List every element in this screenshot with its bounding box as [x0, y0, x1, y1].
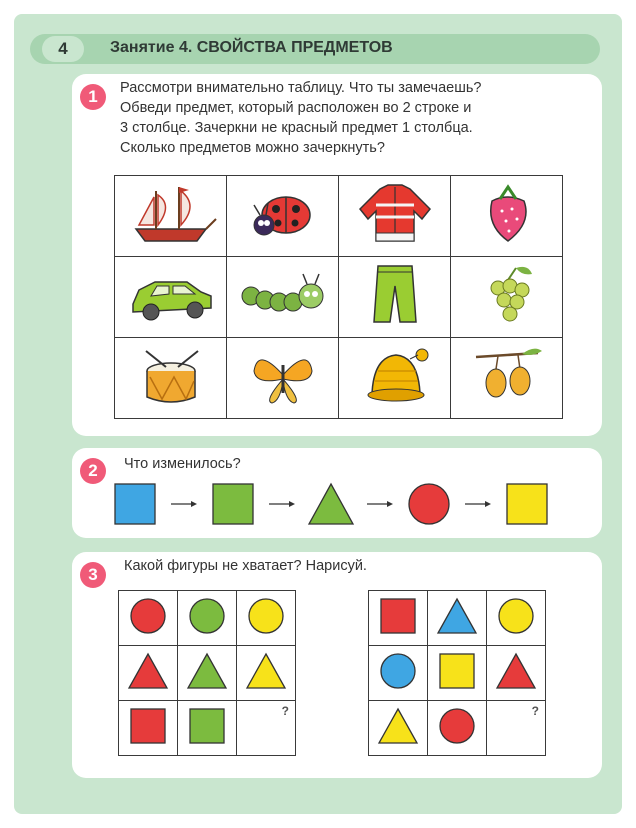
square-shape [507, 484, 547, 524]
arrowhead-icon [289, 501, 295, 507]
grid-cell[interactable] [237, 591, 296, 646]
triangle-shape [379, 709, 417, 743]
arrowhead-icon [485, 501, 491, 507]
cell-caterpillar[interactable] [227, 257, 339, 338]
triangle-shape [188, 654, 226, 688]
grid-cell[interactable] [369, 701, 428, 756]
triangle-icon [491, 648, 541, 694]
triangle-icon [373, 703, 423, 749]
circle-icon [123, 593, 173, 639]
grid-cell[interactable] [428, 591, 487, 646]
circle-shape [131, 599, 165, 633]
task1-text [120, 78, 481, 158]
drum-icon [126, 341, 216, 411]
square-shape [440, 654, 474, 688]
sweater-icon [350, 179, 440, 249]
square-shape [115, 484, 155, 524]
circle-icon [432, 703, 482, 749]
circle-icon [241, 593, 291, 639]
grid-cell[interactable] [178, 646, 237, 701]
task1-number-badge: 1 [80, 84, 106, 110]
grid-cell[interactable] [369, 591, 428, 646]
cell-pants[interactable] [339, 257, 451, 338]
page-title: Занятие 4. СВОЙСТВА ПРЕДМЕТОВ [110, 39, 393, 56]
cell-car[interactable] [115, 257, 227, 338]
caterpillar-icon [233, 260, 333, 330]
circle-shape [409, 484, 449, 524]
task1-line: 3 столбце. Зачеркни не красный предмет 1 столбца. [120, 120, 473, 136]
grid-cell[interactable] [487, 591, 546, 646]
circle-shape [249, 599, 283, 633]
circle-shape [499, 599, 533, 633]
square-icon [432, 648, 482, 694]
triangle-shape [129, 654, 167, 688]
cell-plums[interactable] [451, 338, 563, 419]
grid-cell[interactable] [428, 701, 487, 756]
triangle-icon [241, 648, 291, 694]
square-shape [131, 709, 165, 743]
pants-icon [350, 260, 440, 330]
triangle-shape [497, 654, 535, 688]
cell-drum[interactable] [115, 338, 227, 419]
cell-grapes[interactable] [451, 257, 563, 338]
missing-mark: ? [531, 704, 539, 718]
triangle-icon [432, 593, 482, 639]
grid-cell[interactable] [487, 701, 546, 756]
grid-cell[interactable] [178, 701, 237, 756]
task1-line: Сколько предметов можно зачеркнуть? [120, 140, 385, 156]
circle-shape [440, 709, 474, 743]
cell-ship[interactable] [115, 176, 227, 257]
page-number: 4 [42, 36, 84, 62]
square-icon [123, 703, 173, 749]
task3-text: Какой фигуры не хватает? Нарисуй. [124, 558, 367, 574]
car-icon [121, 260, 221, 330]
ship-icon [121, 179, 221, 249]
plums-icon [462, 341, 552, 411]
grid-cell[interactable] [178, 591, 237, 646]
task1-picture-grid [114, 175, 563, 419]
square-icon [182, 703, 232, 749]
grid-cell[interactable] [119, 591, 178, 646]
task2-number-badge: 2 [80, 458, 106, 484]
missing-mark: ? [281, 704, 289, 718]
circle-icon [491, 593, 541, 639]
grid-cell[interactable] [428, 646, 487, 701]
square-shape [190, 709, 224, 743]
butterfly-icon [238, 341, 328, 411]
grid-cell[interactable] [119, 701, 178, 756]
task3-number-badge: 3 [80, 562, 106, 588]
circle-shape [190, 599, 224, 633]
grid-cell[interactable] [237, 701, 296, 756]
cell-ladybug[interactable] [227, 176, 339, 257]
shape-grid-right [368, 590, 546, 756]
circle-shape [381, 654, 415, 688]
circle-icon [182, 593, 232, 639]
grid-cell[interactable] [237, 646, 296, 701]
task2-text: Что изменилось? [124, 456, 241, 472]
cell-hat[interactable] [339, 338, 451, 419]
square-icon [373, 593, 423, 639]
triangle-icon [123, 648, 173, 694]
triangle-icon [182, 648, 232, 694]
circle-icon [373, 648, 423, 694]
square-shape [381, 599, 415, 633]
task1-line: Рассмотри внимательно таблицу. Что ты замечаешь? [120, 80, 482, 96]
strawberry-icon [462, 179, 552, 249]
grapes-icon [462, 260, 552, 330]
triangle-shape [438, 599, 476, 633]
shape-sequence [110, 474, 600, 534]
arrowhead-icon [387, 501, 393, 507]
triangle-shape [309, 484, 353, 524]
grid-cell[interactable] [369, 646, 428, 701]
arrowhead-icon [191, 501, 197, 507]
task1-line: Обведи предмет, который расположен во 2 строке и [120, 100, 472, 116]
square-shape [213, 484, 253, 524]
cell-strawberry[interactable] [451, 176, 563, 257]
hat-icon [350, 341, 440, 411]
cell-butterfly[interactable] [227, 338, 339, 419]
shape-grid-left [118, 590, 296, 756]
triangle-shape [247, 654, 285, 688]
cell-sweater[interactable] [339, 176, 451, 257]
grid-cell[interactable] [119, 646, 178, 701]
ladybug-icon [238, 179, 328, 249]
grid-cell[interactable] [487, 646, 546, 701]
